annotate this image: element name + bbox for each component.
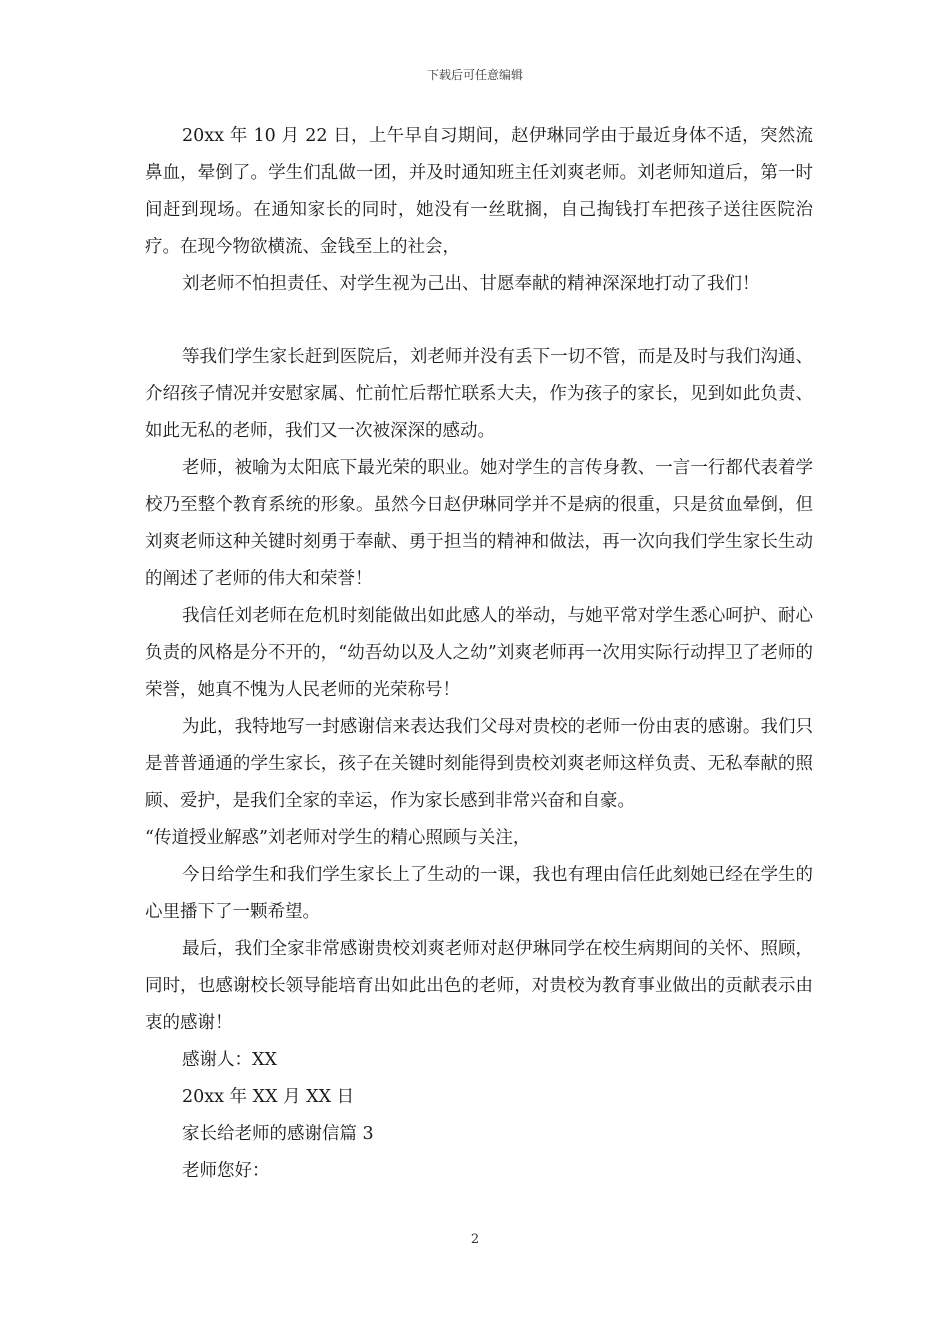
date-line: 20xx 年 XX 月 XX 日 (182, 1087, 355, 1107)
paragraph-gratitude: 为此，我特地写一封感谢信来表达我们父母对贵校的老师一份由衷的感谢。我们只是普普通通的学生家长，孩子在关键时刻能得到贵校刘爽老师这样负责、无私奉献的照顾、爱护，是我们全家的幸运，作为家长感到非常兴奋和自豪。 (145, 717, 813, 811)
paragraph-quote: “传道授业解惑”刘老师对学生的精心照顾与关注， (145, 828, 531, 848)
letter-body (145, 118, 813, 1190)
paragraph-profession: 老师，被喻为太阳底下最光荣的职业。她对学生的言传身教、一言一行都代表着学校乃至整个教育系统的形象。虽然今日赵伊琳同学并不是病的很重，只是贫血晕倒，但刘爽老师这种关键时刻勇于奉献、勇于担当的精神和做法，再一次向我们学生家长生动的阐述了老师的伟大和荣誉！ (145, 458, 813, 589)
paragraph-gap (145, 303, 813, 339)
next-letter-title: 家长给老师的感谢信篇 3 (182, 1124, 374, 1144)
salutation: 老师您好： (182, 1161, 270, 1181)
signature-line: 感谢人：XX (182, 1050, 277, 1070)
paragraph-incident: 20xx 年 10 月 22 日，上午早自习期间，赵伊琳同学由于最近身体不适，突然流鼻血，晕倒了。学生们乱做一团，并及时通知班主任刘爽老师。刘老师知道后，第一时间赶到现场。在通知家长的同时，她没有一丝耽搁，自己掏钱打车把孩子送往医院治疗。在现今物欲横流、金钱至上的社会， (145, 126, 813, 257)
paragraph-lesson: 今日给学生和我们学生家长上了生动的一课，我也有理由信任此刻她已经在学生的心里播下了一颗希望。 (145, 865, 813, 922)
page-header: 下载后可任意编辑 (426, 68, 523, 82)
paragraph-closing: 最后，我们全家非常感谢贵校刘爽老师对赵伊琳同学在校生病期间的关怀、照顾，同时，也感谢校长领导能培育出如此出色的老师，对贵校为教育事业做出的贡献表示由衷的感谢！ (145, 939, 813, 1033)
paragraph-trust: 我信任刘老师在危机时刻能做出如此感人的举动，与她平常对学生悉心呵护、耐心负责的风格是分不开的，“幼吾幼以及人之幼”刘爽老师再一次用实际行动捍卫了老师的荣誉，她真不愧为人民老师的光荣称号！ (145, 606, 813, 700)
paragraph-hospital: 等我们学生家长赶到医院后，刘老师并没有丢下一切不管，而是及时与我们沟通、介绍孩子情况并安慰家属、忙前忙后帮忙联系大夫，作为孩子的家长，见到如此负责、如此无私的老师，我们又一次被深深的感动。 (145, 347, 813, 441)
paragraph-spirit: 刘老师不怕担责任、对学生视为己出、甘愿奉献的精神深深地打动了我们！ (182, 274, 760, 294)
page-number: 2 (470, 1232, 480, 1247)
